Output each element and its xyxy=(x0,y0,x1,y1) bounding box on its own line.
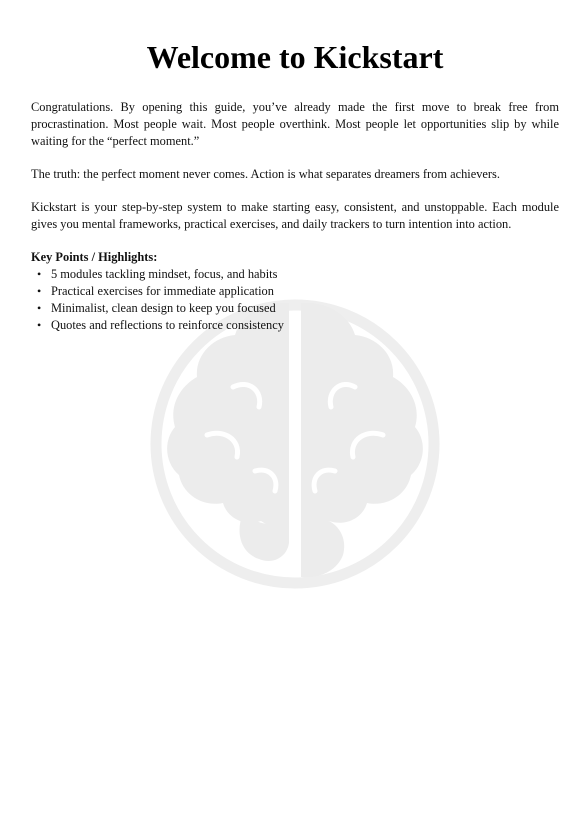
document-page xyxy=(31,0,559,334)
list-item xyxy=(37,300,559,317)
brain-watermark-icon xyxy=(123,295,467,593)
list-item-text: 5 modules tackling mindset, focus, and habits xyxy=(51,267,278,281)
key-points-heading: Key Points / Highlights: xyxy=(31,250,158,264)
bullet-icon: • xyxy=(37,284,42,298)
list-item xyxy=(37,266,559,283)
truth-paragraph: The truth: the perfect moment never comes. Action is what separates dreamers from achievers. xyxy=(31,167,500,181)
kickstart-description-paragraph: Kickstart is your step-by-step system to make starting easy, consistent, and unstoppable. Each module gives you mental frameworks, practical exercises, and daily trackers to turn intention into action. xyxy=(31,200,559,231)
list-item-text: Practical exercises for immediate application xyxy=(51,284,274,298)
list-item-text: Minimalist, clean design to keep you focused xyxy=(51,301,276,315)
list-item xyxy=(37,317,559,334)
bullet-icon: • xyxy=(37,318,42,332)
bullet-icon: • xyxy=(37,267,42,281)
intro-paragraph: Congratulations. By opening this guide, you’ve already made the first move to break free from procrastination. Most people wait. Most people overthink. Most people let opportunities slip by while waiting for the “perfect moment.” xyxy=(31,100,559,148)
key-points-list xyxy=(31,266,559,334)
bullet-icon: • xyxy=(37,301,42,315)
page-title: Welcome to Kickstart xyxy=(146,39,444,75)
list-item-text: Quotes and reflections to reinforce consistency xyxy=(51,318,284,332)
list-item xyxy=(37,283,559,300)
